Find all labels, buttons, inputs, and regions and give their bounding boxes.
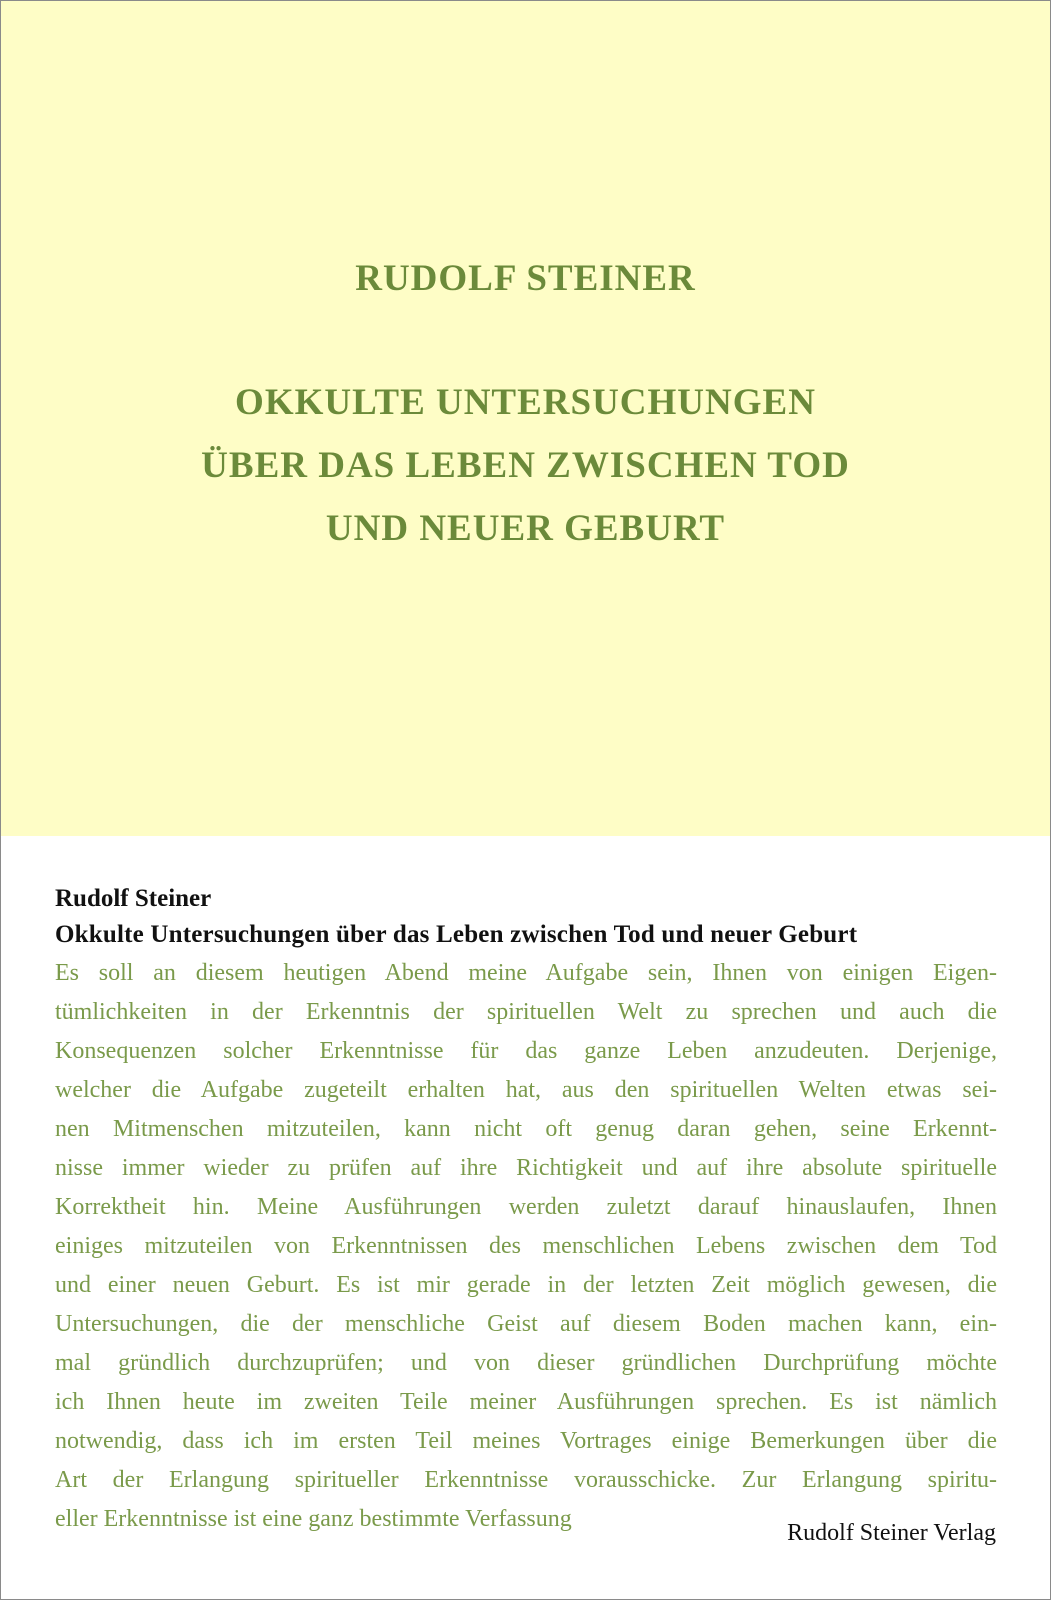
excerpt-line: und einer neuen Geburt. Es ist mir gerade in der letzten Zeit möglich gewesen, die [55,1272,997,1298]
excerpt-line: einiges mitzuteilen von Erkenntnissen des menschlichen Lebens zwischen dem Tod [55,1233,997,1259]
excerpt-line: welcher die Aufgabe zugeteilt erhalten hat, aus den spirituellen Welten etwas sei- [55,1077,997,1103]
excerpt-line: nisse immer wieder zu prüfen auf ihre Richtigkeit und auf ihre absolute spirituelle [55,1155,997,1181]
excerpt-line: tümlichkeiten in der Erkenntnis der spirituellen Welt zu sprechen und auch die [55,999,997,1025]
excerpt-line: mal gründlich durchzuprüfen; und von dieser gründlichen Durchprüfung möchte [55,1350,997,1376]
cover-title-line: OKKULTE UNTERSUCHUNGEN [235,382,816,423]
excerpt-line: eller Erkenntnisse ist eine ganz bestimmte Verfassung [55,1506,572,1532]
cover-title [1,371,1050,560]
excerpt-title: Okkulte Untersuchungen über das Leben zwischen Tod und neuer Geburt [55,921,858,948]
cover-title-line: UND NEUER GEBURT [325,508,726,549]
excerpt-line: Untersuchungen, die der menschliche Geist auf diesem Boden machen kann, ein- [55,1311,997,1337]
excerpt-line: Konsequenzen solcher Erkenntnisse für das ganze Leben anzudeuten. Derjenige, [55,1038,997,1064]
excerpt-line: Korrektheit hin. Meine Ausführungen werden zuletzt darauf hinauslaufen, Ihnen [55,1194,997,1220]
excerpt-block [55,881,997,1539]
excerpt-author: Rudolf Steiner [55,885,212,912]
excerpt-line: Es soll an diesem heutigen Abend meine Aufgabe sein, Ihnen von einigen Eigen- [55,960,997,986]
excerpt-line: notwendig, dass ich im ersten Teil meines Vortrages einige Bemerkungen über die [55,1428,997,1454]
publisher-name: Rudolf Steiner Verlag [787,1520,996,1546]
excerpt-line: ich Ihnen heute im zweiten Teile meiner Ausführungen sprechen. Es ist nämlich [55,1389,997,1415]
excerpt-body [55,954,997,1539]
cover-title-line: ÜBER DAS LEBEN ZWISCHEN TOD [201,445,850,486]
excerpt-line: Art der Erlangung spiritueller Erkenntnisse vorausschicke. Zur Erlangung spiritu- [55,1467,997,1493]
excerpt-line: nen Mitmenschen mitzuteilen, kann nicht oft genug daran gehen, seine Erkennt- [55,1116,997,1142]
cover-author: RUDOLF STEINER [355,258,696,299]
